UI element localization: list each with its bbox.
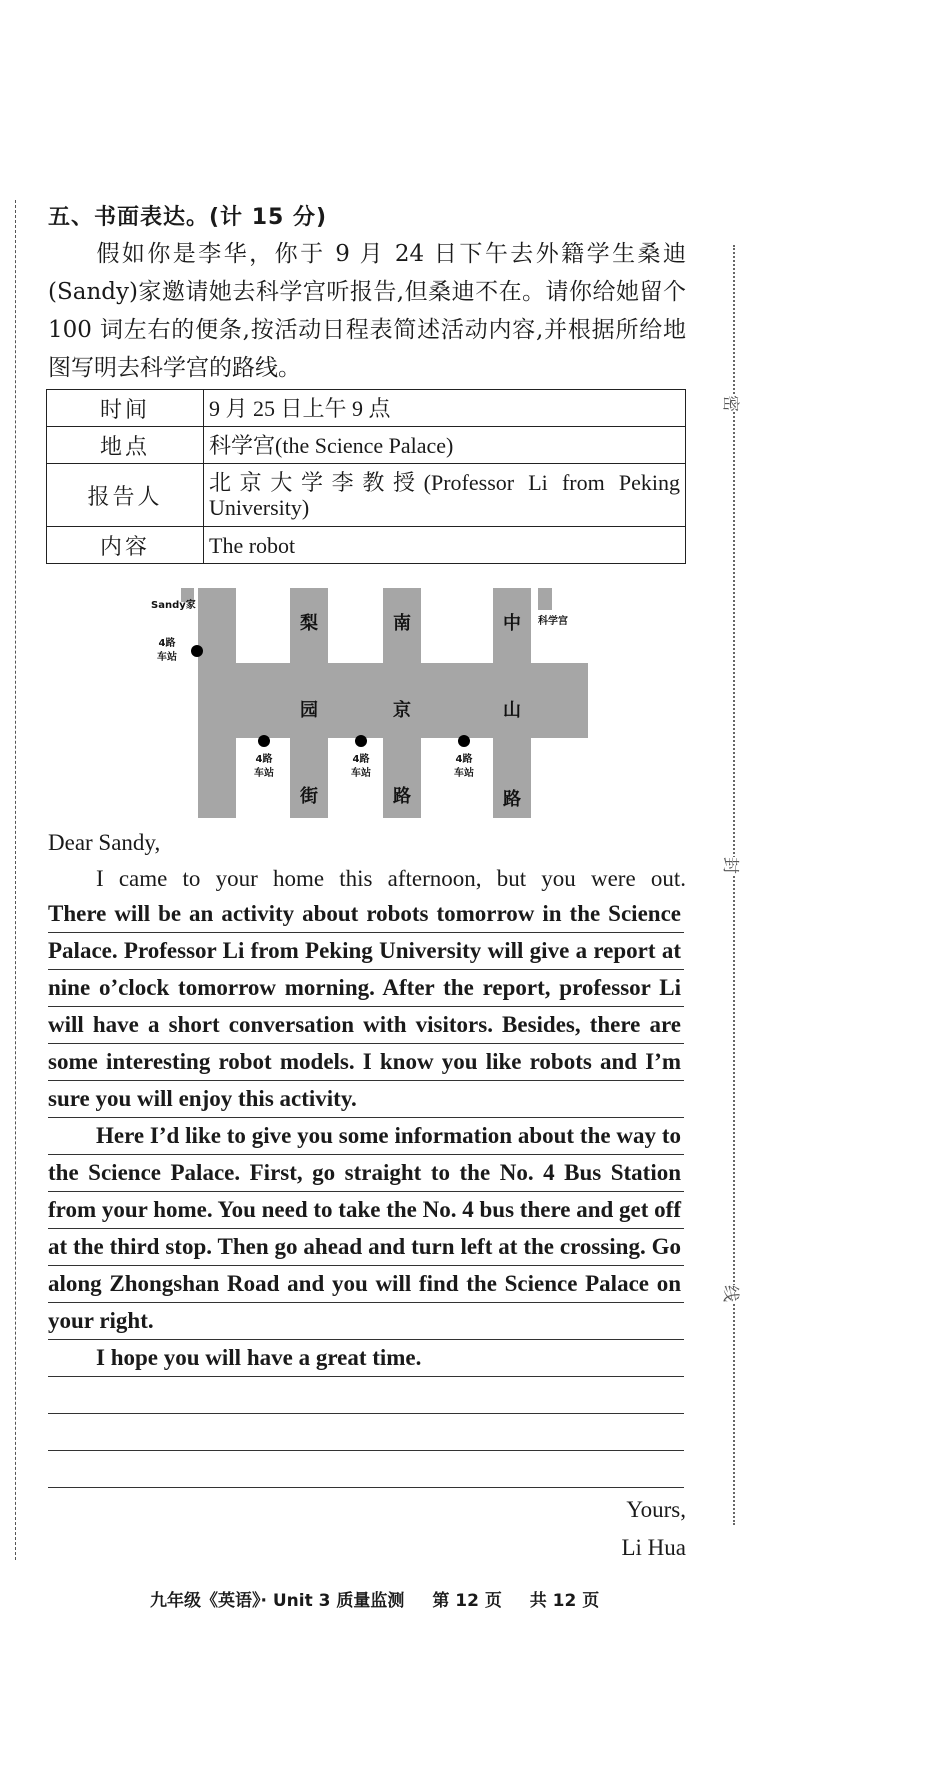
schedule-value: 科学宫(the Science Palace): [204, 427, 686, 464]
street-char: 梨: [300, 613, 318, 634]
letter-closing: Yours,: [626, 1497, 686, 1522]
bus-stop-label: 4路: [255, 754, 273, 765]
schedule-value: The robot: [204, 527, 686, 564]
schedule-key: 地点: [47, 427, 204, 464]
bus-stop-marker: [458, 735, 470, 747]
binding-line-right: [733, 245, 735, 1525]
bus-stop-marker: [355, 735, 367, 747]
science-palace-label: 科学宫: [538, 616, 568, 627]
schedule-key: 时间: [47, 390, 204, 427]
answer-paragraph-wrap: [48, 1339, 681, 1376]
schedule-key: 报告人: [47, 464, 204, 527]
answer-line: [48, 1380, 684, 1414]
bus-stop-label: 4路: [158, 638, 176, 649]
roads: [181, 588, 588, 818]
section-title: 五、书面表达。(计 15 分): [48, 205, 328, 230]
street-char: 京: [393, 700, 411, 721]
seal-char-xian: 线: [717, 1285, 748, 1302]
street-char: 中: [503, 613, 521, 634]
footer-total-pages: 共 12 页: [529, 1591, 600, 1611]
street-char: 园: [300, 700, 318, 721]
science-palace-block: [538, 588, 552, 610]
schedule-value: 北京大学李教授(Professor Li from Peking University): [204, 464, 686, 527]
bus-stop-label: 4路: [455, 754, 473, 765]
answer-paragraph-wrap: [48, 1117, 681, 1339]
seal-char-feng: 封: [717, 857, 748, 874]
bus-stop-label: 车站: [157, 652, 177, 663]
writing-prompt: [48, 235, 686, 387]
seal-char-mi: 密: [717, 395, 748, 412]
letter-opening-text: I came to your home this afternoon, but you were out.: [96, 866, 686, 891]
table-row: [47, 390, 686, 427]
schedule-key: 内容: [47, 527, 204, 564]
footer-title: 九年级《英语》· Unit 3 质量监测: [150, 1591, 405, 1611]
bus-stop-label: 车站: [454, 768, 474, 779]
answer-paragraph: I hope you will have a great time.: [96, 1345, 422, 1370]
answer-paragraph: There will be an activity about robots tomorrow in the Science Palace. Professor Li from Peking University will give a report at nine o’clock tomorrow morning. After the report, professor Li will have a short conversation with visitors. Besides, there are some interesting robot models. I know you like robots and I’m sure you will enjoy this activity.: [48, 901, 681, 1111]
prompt-text: 假如你是李华，你于 9 月 24 日下午去外籍学生桑迪(Sandy)家邀请她去科学宫听报告,但桑迪不在。请你给她留个 100 词左右的便条,按活动日程表简述活动内容,并根据所给地图写明去科学宫的路线。: [48, 241, 686, 381]
bus-stop-marker: [258, 735, 270, 747]
table-row: [47, 427, 686, 464]
street-char: 南: [393, 613, 411, 634]
street-char: 路: [393, 786, 411, 807]
table-row: [47, 464, 686, 527]
sandy-home-label: Sandy家: [151, 600, 196, 611]
street-char: 街: [300, 786, 318, 807]
bus-stop-label: 车站: [254, 768, 274, 779]
binding-line-left: [15, 200, 16, 1560]
page-footer: [150, 1586, 621, 1611]
table-row: [47, 527, 686, 564]
letter-greeting: Dear Sandy,: [48, 830, 161, 855]
activity-schedule-table: [46, 389, 686, 564]
street-char: 路: [503, 789, 521, 810]
answer-line: [48, 1454, 684, 1488]
bus-stop-marker: [191, 645, 203, 657]
bus-stop-label: 4路: [352, 754, 370, 765]
letter-opening-line: [48, 866, 686, 892]
footer-page-number: 第 12 页: [432, 1591, 502, 1611]
answer-line: [48, 1417, 684, 1451]
schedule-value: 9 月 25 日上午 9 点: [204, 390, 686, 427]
answer-paragraph: Here I’d like to give you some information about the way to the Science Palace. First, go straight to the No. 4 Bus Station from your home. You need to take the No. 4 bus there and get off at the third stop. Then go ahead and turn left at the crossing. Go along Zhongshan Road and you will find the Science Palace on your right.: [48, 1123, 681, 1333]
bus-stop-label: 车站: [351, 768, 371, 779]
route-map: [140, 578, 600, 818]
letter-body: [48, 895, 681, 1376]
street-char: 山: [503, 700, 521, 721]
letter-signature: Li Hua: [621, 1535, 686, 1560]
